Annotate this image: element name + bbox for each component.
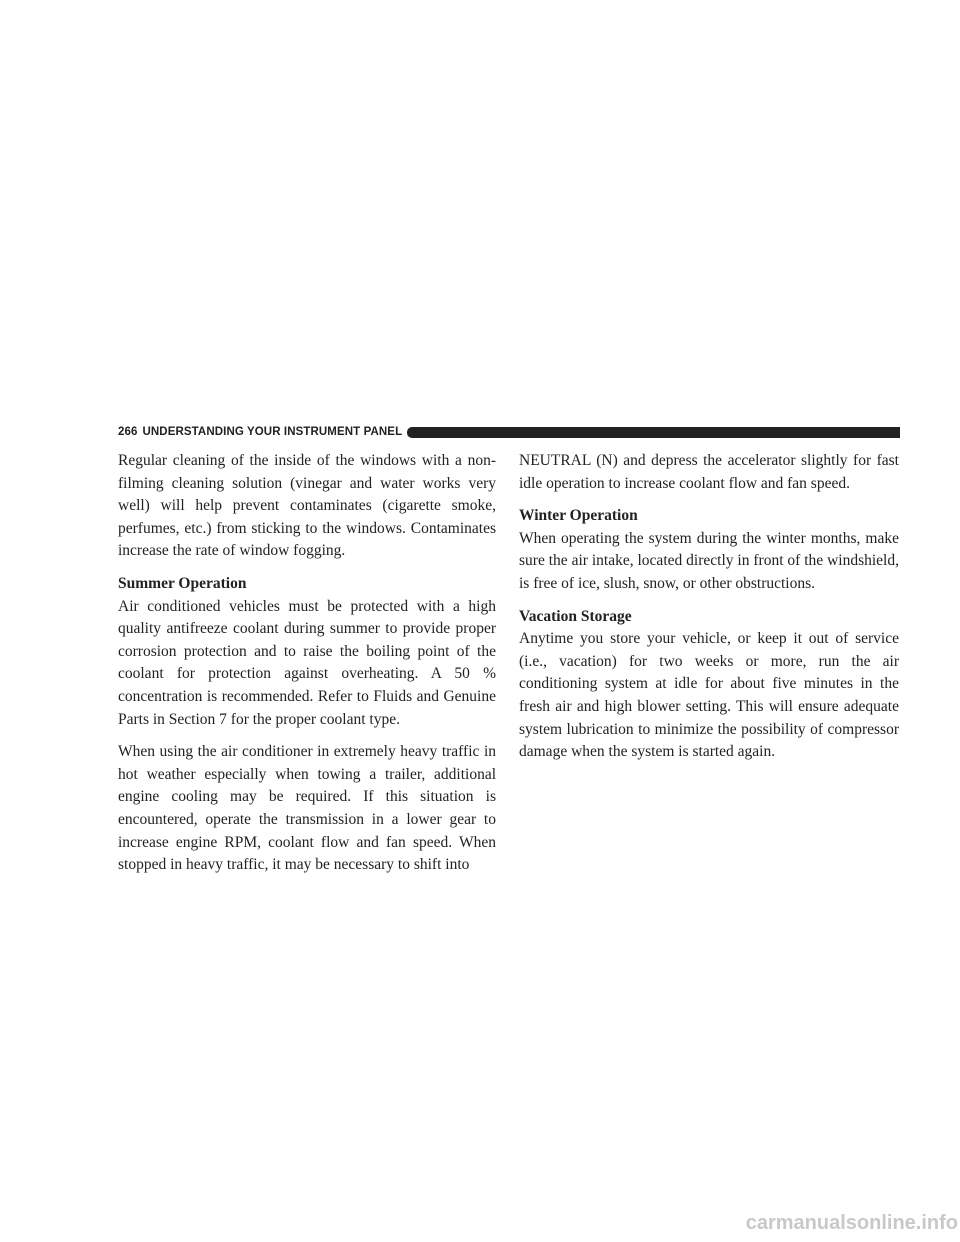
vacation-storage-paragraph: Anytime you store your vehicle, or keep it out of service (i.e., vacation) for two weeks or more, run the air conditioning system at idle for about five minutes in the fresh air and high blower setting. This will ensure adequate system lubrication to minimize the possibility of compressor damage when the system is started again. <box>519 630 899 761</box>
winter-operation-heading: Winter Operation <box>519 507 638 525</box>
page-header <box>118 424 900 440</box>
header-rule <box>407 427 900 438</box>
section-title: UNDERSTANDING YOUR INSTRUMENT PANEL <box>142 426 403 438</box>
summer-operation-heading: Summer Operation <box>118 574 247 592</box>
winter-operation-paragraph: When operating the system during the winter months, make sure the air intake, located directly in front of the windshield, is free of ice, slush, snow, or other obstructions. <box>519 529 899 592</box>
site-watermark: carmanualsonline.info <box>745 1212 958 1234</box>
neutral-continuation-paragraph: NEUTRAL (N) and depress the accelerator slightly for fast idle operation to increase coolant flow and fan speed. <box>519 452 899 492</box>
window-cleaning-paragraph: Regular cleaning of the inside of the windows with a non-filming cleaning solution (vinegar and water works very well) will help prevent contaminates (cigarette smoke, perfumes, etc.) from sticking to the windows. Contaminates increase the rate of window fogging. <box>118 452 496 560</box>
summer-coolant-paragraph: Air conditioned vehicles must be protected with a high quality antifreeze coolant during summer to provide proper corrosion protection and to raise the boiling point of the coolant for protection against overheating. A 50 % concentration is recommended. Refer to Fluids and Genuine Parts in Section 7 for the proper coolant type. <box>118 597 496 728</box>
heavy-traffic-paragraph: When using the air conditioner in extremely heavy traffic in hot weather especially when towing a trailer, additional engine cooling may be required. If this situation is encountered, operate the transmission in a lower gear to increase engine RPM, coolant flow and fan speed. When stopped in heavy traffic, it may be necessary to shift into <box>118 743 496 874</box>
vacation-storage-heading: Vacation Storage <box>519 607 632 625</box>
right-column <box>519 450 899 774</box>
left-column <box>118 450 496 887</box>
page-number: 266 <box>118 426 138 438</box>
